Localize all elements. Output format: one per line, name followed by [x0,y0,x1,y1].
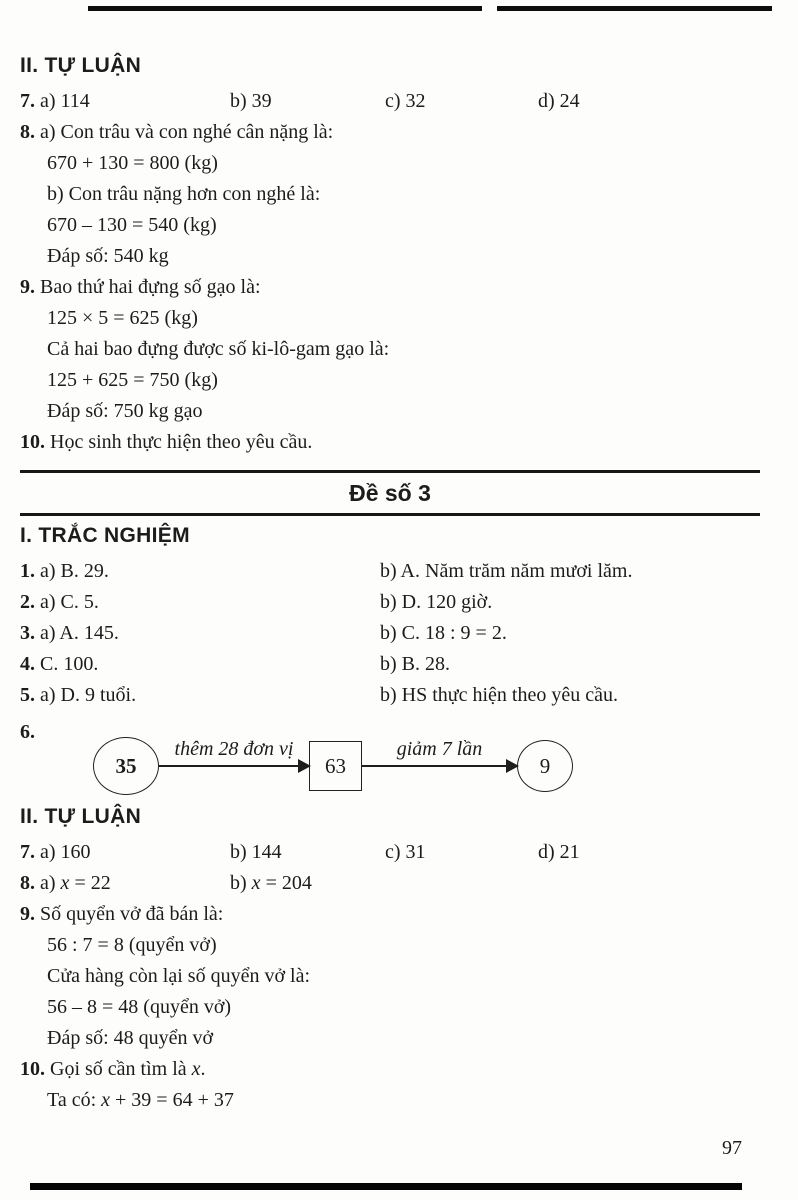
question-8-solution-de2 [20,117,760,272]
mc-answer-b: b) A. Năm trăm năm mươi lăm. [380,560,633,582]
top-border-left [88,6,482,11]
question-number: 8. [20,121,35,143]
solution-line [20,899,760,930]
answer-c: c) 32 [385,90,426,112]
question-number: 7. [20,841,35,863]
question-number: 9. [20,276,35,298]
answer-a: a) x = 22 [40,872,111,894]
mc-row-4 [20,649,760,680]
solution-line [20,1054,760,1085]
section-heading-tu-luan-de2: II. TỰ LUẬN [20,54,142,77]
question-7-row-de3 [20,837,760,868]
solution-line: Cửa hàng còn lại số quyển vở là: [47,965,311,987]
answer-b: b) x = 204 [230,872,312,894]
mc-left-cell [20,649,380,680]
answer-d: d) 21 [538,841,580,863]
mc-row-3 [20,618,760,649]
mc-answer-b: b) D. 120 giờ. [380,591,493,613]
end-circle: 9 [517,740,573,792]
middle-box: 63 [309,741,362,791]
solution-line: b) Con trâu nặng hơn con nghé là: [47,183,321,205]
question-10-solution-de3 [20,1054,760,1116]
header-rule-bottom [20,513,760,516]
mc-row-1 [20,556,760,587]
arrow-right-icon [159,738,309,767]
solution-line [20,427,760,458]
answer-a-cell [20,868,230,899]
question-number: 8. [20,872,35,894]
solution-text: Học sinh thực hiện theo yêu cầu. [50,431,313,453]
answer-a-cell [20,86,230,117]
solution-line: Đáp số: 540 kg [47,245,169,267]
solution-line: 56 : 7 = 8 (quyển vở) [47,934,217,956]
question-number: 6. [20,721,35,743]
question-number: 10. [20,431,45,453]
top-border-right [497,6,772,11]
section-heading-trac-nghiem: I. TRẮC NGHIỆM [20,524,190,547]
answer-a: a) 160 [40,841,91,863]
question-10-solution-de2 [20,427,760,458]
solution-line: Đáp số: 48 quyển vở [47,1027,214,1049]
solution-text: Bao thứ hai đựng số gạo là: [40,276,261,298]
question-number: 3. [20,622,35,644]
question-number: 4. [20,653,35,675]
mc-answer-b: b) B. 28. [380,653,450,675]
variable-x: x [251,872,261,894]
section-heading-tu-luan-de3: II. TỰ LUẬN [20,805,142,828]
test-title: Đề số 3 [349,480,431,506]
mc-answer-b: b) C. 18 : 9 = 2. [380,622,507,644]
bottom-border [30,1183,742,1190]
question-8-row-de3 [20,868,760,899]
mc-answer-a: C. 100. [40,653,99,675]
variable-x: x [101,1089,111,1111]
solution-line [20,272,760,303]
answer-a: a) 114 [40,90,90,112]
question-9-solution-de2 [20,272,760,427]
mc-left-cell [20,556,380,587]
mc-answer-a: a) A. 145. [40,622,119,644]
answer-b: b) 144 [230,841,282,863]
question-number: 1. [20,560,35,582]
mc-left-cell [20,587,380,618]
solution-line: 125 × 5 = 625 (kg) [47,307,198,329]
start-circle: 35 [93,737,159,795]
mc-answer-a: a) B. 29. [40,560,109,582]
answer-b: b) 39 [230,90,272,112]
question-9-solution-de3 [20,899,760,1054]
solution-line: 56 – 8 = 48 (quyển vở) [47,996,232,1018]
arrow-1-label: thêm 28 đơn vị [174,738,294,760]
solution-line: Ta có: x + 39 = 64 + 37 [47,1089,234,1111]
solution-line: Cả hai bao đựng được số ki-lô-gam gạo là: [47,338,390,360]
question-number: 5. [20,684,35,706]
mc-row-2 [20,587,760,618]
mc-left-cell [20,680,380,711]
question-number: 2. [20,591,35,613]
number-machine-diagram [93,715,573,795]
question-number: 9. [20,903,35,925]
question-6-row [20,715,760,795]
solution-line: 125 + 625 = 750 (kg) [47,369,218,391]
arrow-2-label: giảm 7 lần [396,738,483,760]
mc-answer-b: b) HS thực hiện theo yêu cầu. [380,684,618,706]
question-7-row-de2 [20,86,760,117]
mc-answer-a: a) D. 9 tuổi. [40,684,137,706]
solution-text: Gọi số cần tìm là x. [50,1058,206,1080]
solution-line: 670 + 130 = 800 (kg) [47,152,218,174]
solution-text: a) Con trâu và con nghé cân nặng là: [40,121,334,143]
answer-c: c) 31 [385,841,426,863]
variable-x: x [191,1058,201,1080]
variable-x: x [60,872,70,894]
answer-a-cell [20,837,230,868]
mc-answer-a: a) C. 5. [40,591,99,613]
solution-line [20,117,760,148]
page-number: 97 [722,1137,742,1159]
arrow-right-icon [362,738,517,767]
solution-line: Đáp số: 750 kg gạo [47,400,203,422]
question-number: 7. [20,90,35,112]
mc-left-cell [20,618,380,649]
test-3-header [20,470,760,516]
answer-d: d) 24 [538,90,580,112]
solution-line: 670 – 130 = 540 (kg) [47,214,217,236]
solution-text: Số quyển vở đã bán là: [40,903,224,925]
question-number: 10. [20,1058,45,1080]
mc-row-5 [20,680,760,711]
